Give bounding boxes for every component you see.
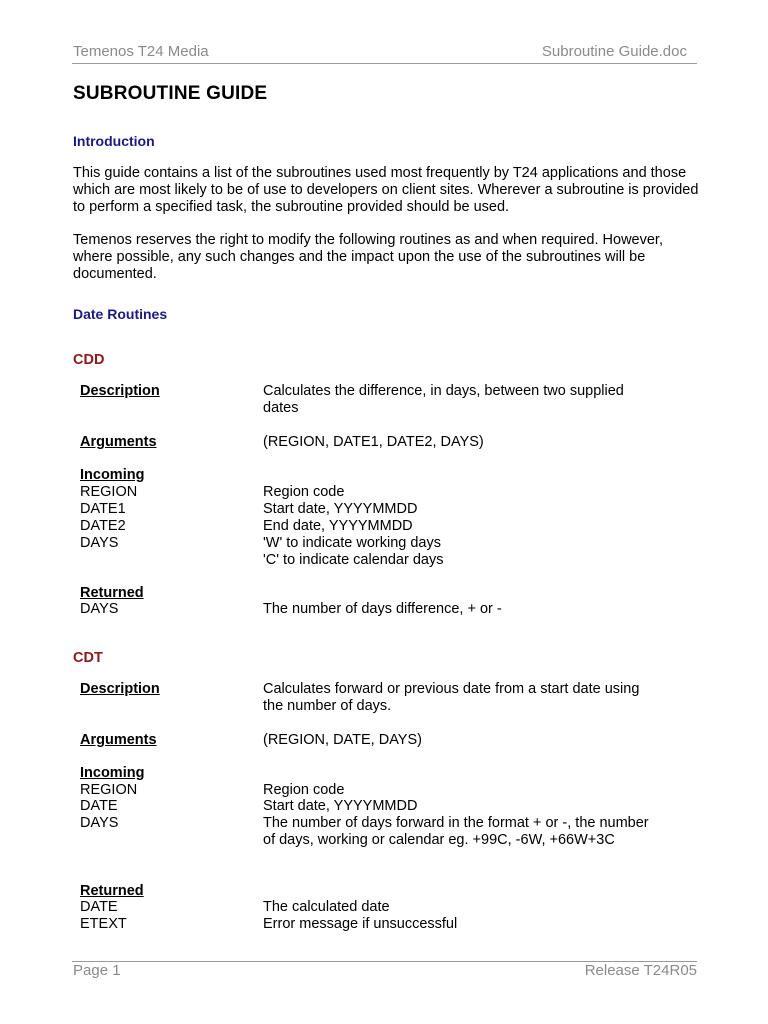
- cdt-incoming-name: DAYS: [80, 815, 119, 831]
- cdt-heading: CDT: [73, 650, 103, 666]
- cdd-incoming-desc: Start date, YYYYMMDD: [263, 501, 418, 517]
- cdd-returned-desc: The number of days difference, + or -: [263, 601, 502, 617]
- footer-release: Release T24R05: [584, 962, 697, 979]
- cdd-description: Calculates the difference, in days, between two supplied dates: [263, 383, 624, 416]
- cdd-incoming-name: DAYS: [80, 535, 119, 551]
- cdd-returned-label: Returned: [80, 585, 144, 601]
- cdd-incoming-desc: 'W' to indicate working days: [263, 535, 442, 551]
- cdd-incoming-desc: 'C' to indicate calendar days: [263, 552, 444, 568]
- cdd-arguments-label: Arguments: [80, 434, 157, 450]
- date-routines-heading: Date Routines: [73, 306, 168, 322]
- cdt-incoming-label: Incoming: [80, 765, 145, 781]
- cdt-arguments-label: Arguments: [80, 732, 157, 748]
- cdd-incoming-name: REGION: [80, 484, 138, 500]
- introduction-paragraph-1: This guide contains a list of the subroutines used most frequently by T24 applications and those which are most likely to be of use to developers on client sites. Wherever a subroutine is provided to perform a specified task, the subroutine provided should be used.: [73, 165, 699, 215]
- introduction-heading: Introduction: [73, 133, 155, 149]
- cdt-returned-label: Returned: [80, 883, 144, 899]
- cdt-returned-desc: The calculated date: [263, 899, 390, 915]
- cdd-description-label: Description: [80, 383, 160, 399]
- header-divider: [72, 63, 697, 64]
- cdd-incoming-name: DATE1: [80, 501, 126, 517]
- cdt-description: Calculates forward or previous date from a start date using the number of days.: [263, 681, 640, 714]
- cdd-incoming-desc: End date, YYYYMMDD: [263, 518, 413, 534]
- introduction-paragraph-2: Temenos reserves the right to modify the following routines as and when required. However, where possible, any such changes and the impact upon the use of the subroutines will be documented.: [73, 232, 663, 282]
- cdt-incoming-name: DATE: [80, 798, 118, 814]
- cdt-incoming-desc: Region code: [263, 782, 345, 798]
- cdd-heading: CDD: [73, 352, 105, 368]
- header-doc-title: Temenos T24 Media: [73, 43, 209, 60]
- cdd-incoming-name: DATE2: [80, 518, 126, 534]
- cdd-incoming-label: Incoming: [80, 467, 145, 483]
- cdd-incoming-desc: Region code: [263, 484, 345, 500]
- cdt-returned-name: ETEXT: [80, 916, 127, 932]
- cdd-arguments: (REGION, DATE1, DATE2, DAYS): [263, 434, 484, 450]
- cdt-returned-desc: Error message if unsuccessful: [263, 916, 458, 932]
- cdt-incoming-desc: The number of days forward in the format + or -, the number of days, working or calendar eg. +99C, -6W, +66W+3C: [263, 815, 649, 848]
- cdt-incoming-desc: Start date, YYYYMMDD: [263, 798, 418, 814]
- cdt-description-label: Description: [80, 681, 160, 697]
- footer-page-number: Page 1: [73, 962, 121, 979]
- header-file-name: Subroutine Guide.doc: [541, 43, 687, 60]
- cdt-incoming-name: REGION: [80, 782, 138, 798]
- page-title: SUBROUTINE GUIDE: [73, 83, 268, 104]
- cdt-returned-name: DATE: [80, 899, 118, 915]
- cdd-returned-name: DAYS: [80, 601, 119, 617]
- cdt-arguments: (REGION, DATE, DAYS): [263, 732, 422, 748]
